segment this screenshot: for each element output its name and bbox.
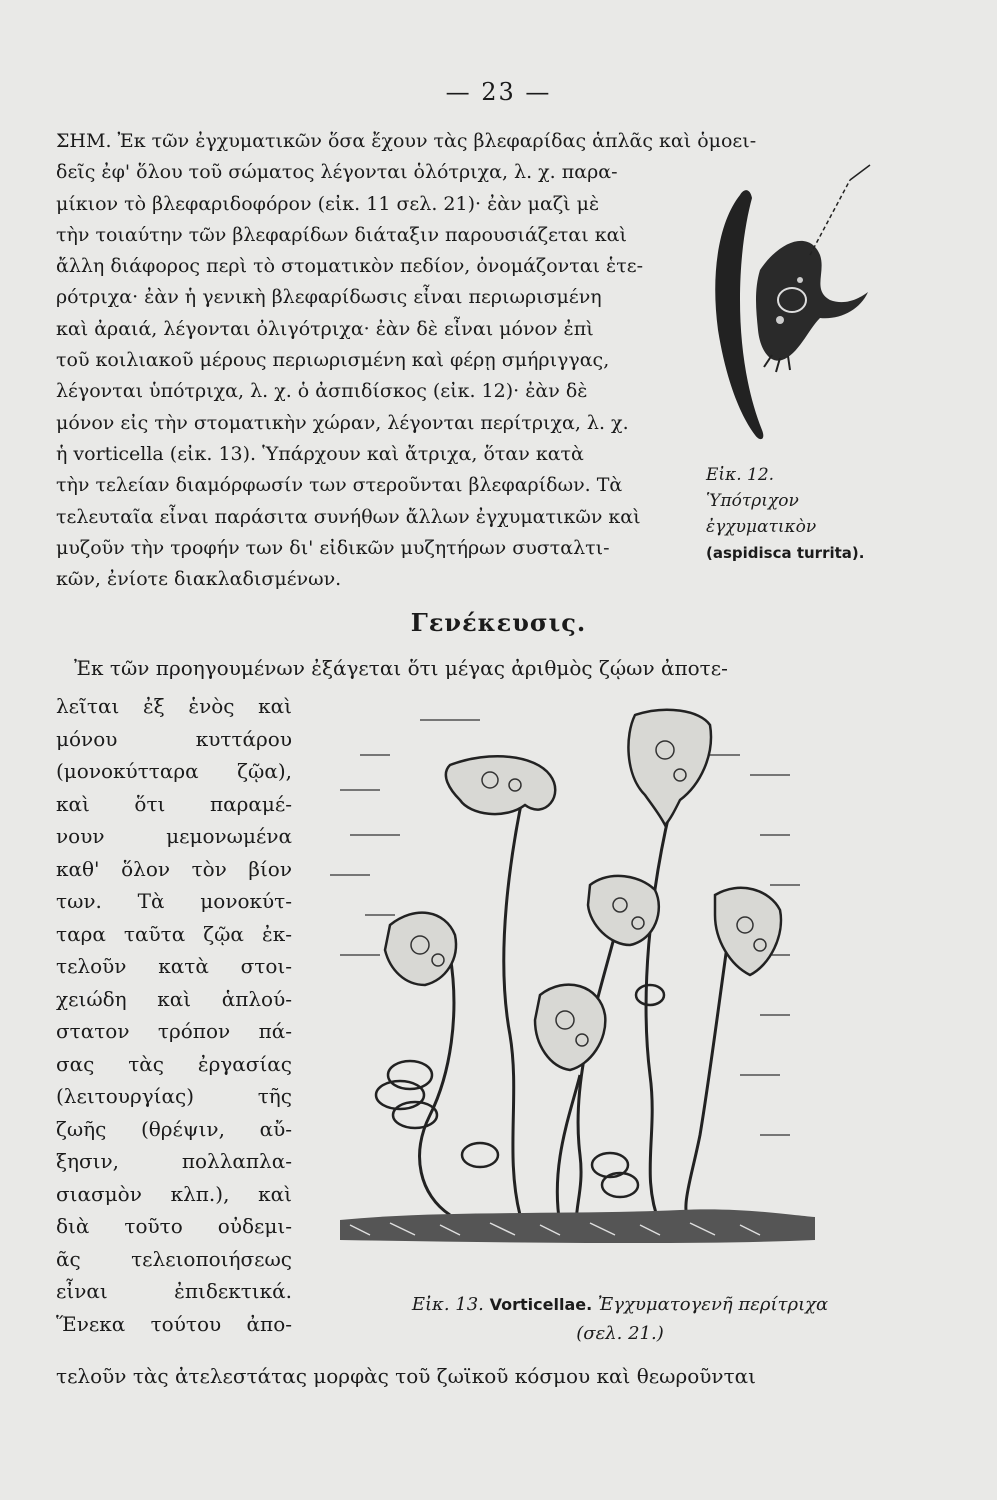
column-line: τελοῦν κατὰ στοι- [56,954,292,978]
note-line: ρότριχα· ἐὰν ἡ γενικὴ βλεφαρίδωσις εἶναι περιωρισμένη [56,286,602,309]
column-line: λεῖται ἐξ ἑνὸς καὶ [56,694,292,718]
section-heading: Γενέκευσις. [410,608,587,637]
intro-line: Ἐκ τῶν προηγουμένων ἐξάγεται ὅτι μέγας ἀριθμὸς ζῴων ἀποτε- [74,656,728,680]
column-line: σιασμὸν κλπ.), καὶ [56,1181,292,1206]
figure-12-caption [706,462,868,566]
note-line: λέγονται ὑπότριχα, λ. χ. ὁ ἀσπιδίσκος (εἰκ. 12)· ἐὰν δὲ [56,380,588,403]
column-line: (μονοκύτταρα ζῷα), [56,759,292,783]
vorticella-bells [385,710,781,1070]
note-line: τελευταῖα εἶναι παράσιτα συνήθων ἄλλων ἐγχυματικῶν καὶ [56,505,641,528]
figure-13-illustration [320,695,820,1285]
final-line: τελοῦν τὰς ἀτελεστάτας μορφὰς τοῦ ζωϊκοῦ κόσμου καὶ θεωροῦνται [56,1364,756,1388]
note-line: μόνον εἰς τὴν στοματικὴν χώραν, λέγονται περίτριχα, λ. χ. [56,411,629,434]
note-line: κῶν, ἐνίοτε διακλαδισμένων. [56,568,342,591]
column-line: των. Τὰ μονοκύτ- [56,889,292,913]
column-line: νουν μεμονωμένα [56,824,292,848]
column-line: μόνου κυττάρου [56,726,292,751]
note-line: καὶ ἀραιά, λέγονται ὀλιγότριχα· ἐὰν δὲ εἶναι μόνον ἐπὶ [56,317,594,340]
column-line: ᾶς τελειοποιήσεως [56,1246,292,1271]
note-line: τὴν τοιαύτην τῶν βλεφαρίδων διάταξιν παρουσιάζεται καὶ [56,223,627,246]
column-line: καθ' ὅλον τὸν βίον [56,856,292,881]
note-line: μίκιον τὸ βλεφαριδοφόρον (εἰκ. 11 σελ. 21)· ἐὰν μαζὶ μὲ [56,192,600,215]
column-line: εἶναι ἐπιδεκτικά. [56,1279,292,1303]
note-line: τοῦ κοιλιακοῦ μέρους περιωρισμένη καὶ φέρῃ σμήριγγας, [56,349,610,372]
figure-13-caption-label: Εἰκ. 13. [411,1294,484,1315]
column-line: (λειτουργίας) τῆς [56,1084,292,1108]
figure-12-illustration [700,160,870,460]
column-line: ζωῆς (θρέψιν, αὔ- [56,1116,292,1141]
column-line: ξησιν, πολλαπλα- [56,1149,292,1173]
column-line: χειώδη καὶ ἁπλού- [56,986,292,1011]
note-line: μυζοῦν τὴν τροφήν των δι' εἰδικῶν μυζητήρων συσταλτι- [56,536,610,559]
figure-12-caption-italic: Εἰκ. 12. Ὑπότριχον ἐγχυματικὸν [706,465,817,537]
figure-13-caption [400,1290,840,1348]
note-line: ἄλλη διάφορος περὶ τὸ στοματικὸν πεδίον, ὀνομάζονται ἑτε- [56,255,644,278]
note-line: δεῖς ἐφ' ὅλου τοῦ σώματος λέγονται ὁλότριχα, λ. χ. παρα- [56,161,618,184]
column-line: Ἕνεκα τούτου ἀπο- [56,1311,292,1336]
figure-13-caption-genus: Vorticellae. [489,1295,593,1314]
column-line: σας τὰς ἐργασίας [56,1051,292,1076]
figure-12-caption-species: (aspidisca turrita). [706,544,865,562]
column-line: στατον τρόπον πά- [56,1019,292,1043]
column-line: καὶ ὅτι παραμέ- [56,791,292,816]
note-line: ἡ vorticella (εἰκ. 13). Ὑπάρχουν καὶ ἄτριχα, ὅταν κατὰ [56,442,584,465]
column-text [56,690,292,1340]
column-line: ταρα ταῦτα ζῷα ἐκ- [56,921,292,946]
note-line: ΣΗΜ. Ἐκ τῶν ἐγχυματικῶν ὅσα ἔχουν τὰς βλεφαρίδας ἁπλᾶς καὶ ὁμοει- [56,130,757,152]
page-number: — 23 — [445,78,552,106]
figure-13-caption-description: Ἐγχυματογενῆ περίτριχα (σελ. 21.) [576,1294,829,1344]
column-line: διὰ τοῦτο οὐδεμι- [56,1214,292,1238]
note-line: τὴν τελείαν διαμόρφωσίν των στεροῦνται βλεφαρίδων. Τὰ [56,474,623,497]
note-paragraph [56,126,757,595]
